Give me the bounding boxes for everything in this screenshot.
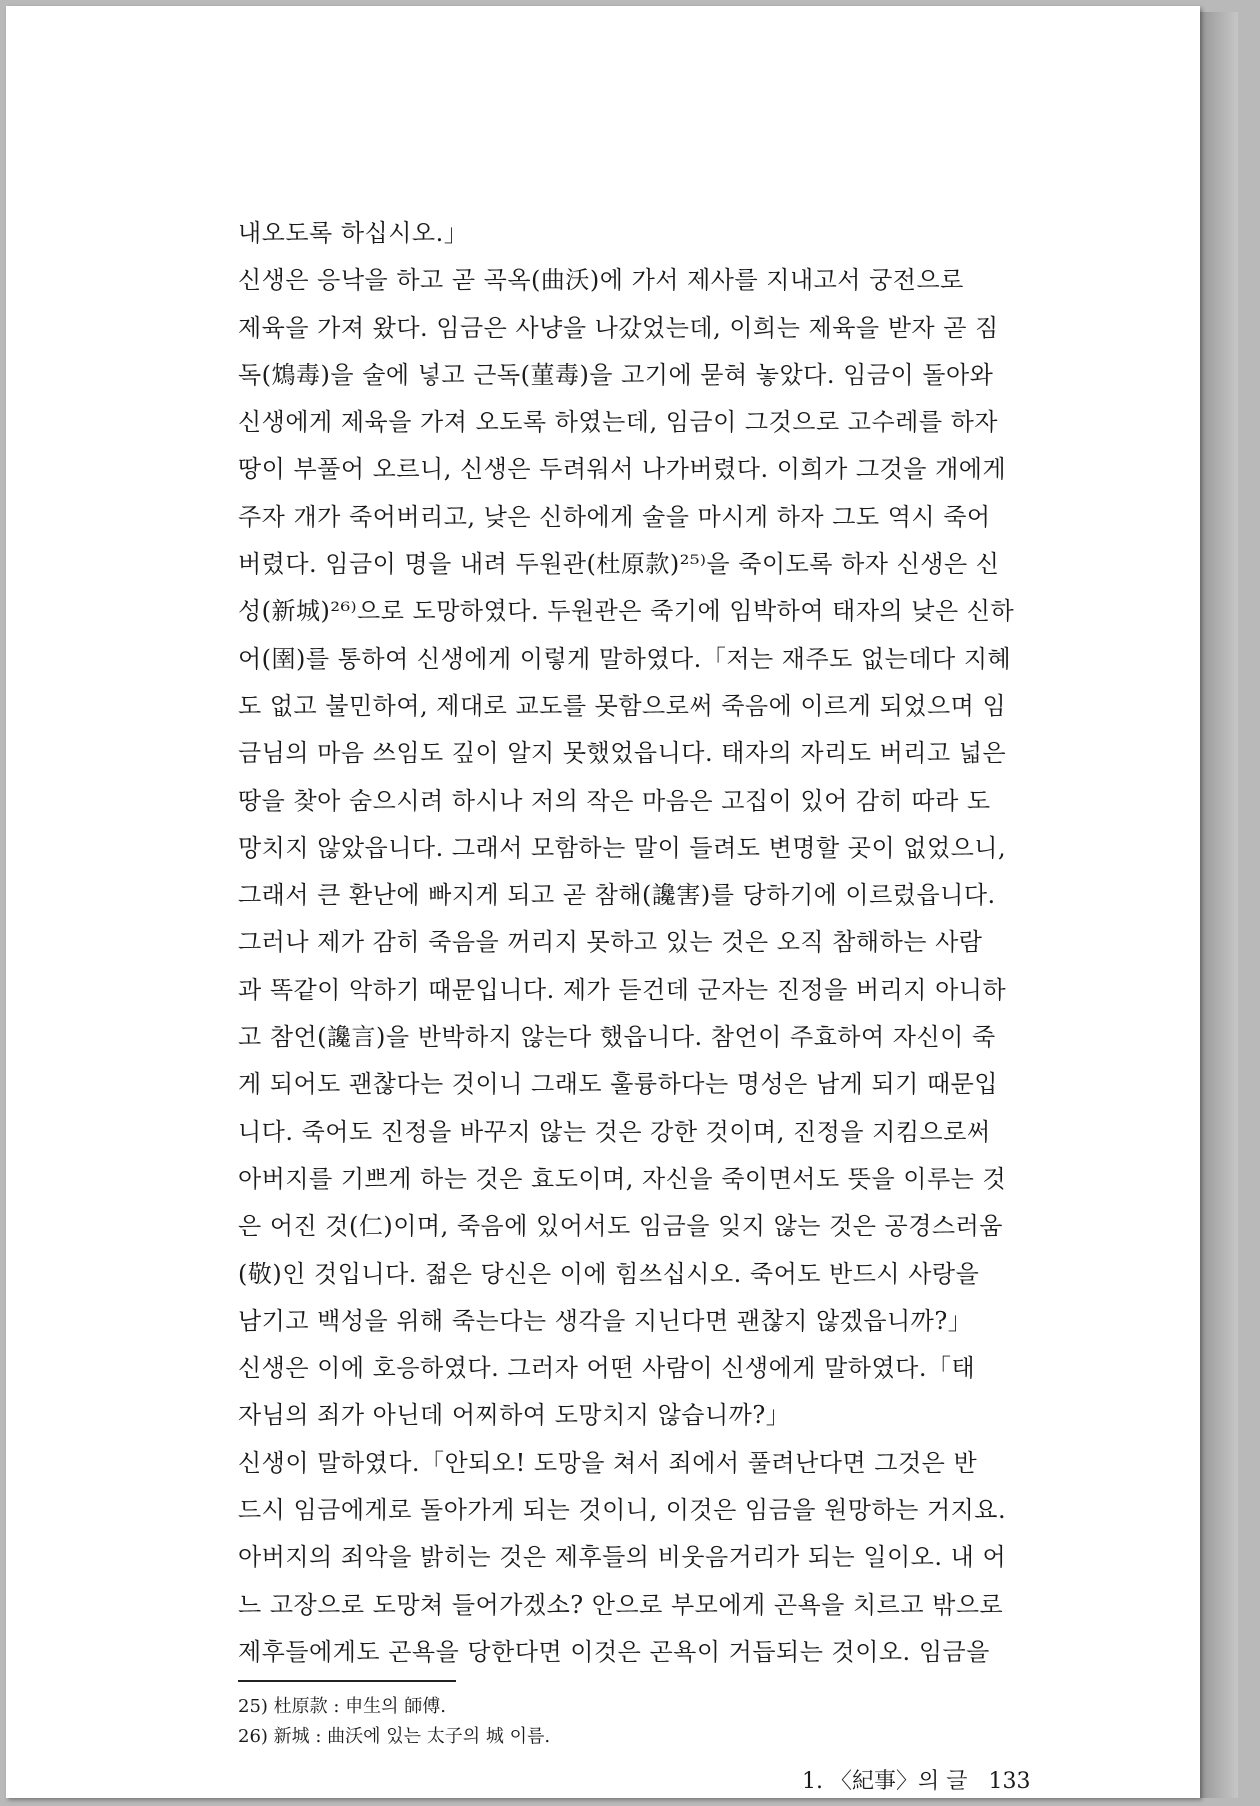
footnotes — [238, 1692, 1058, 1752]
body-line: 금님의 마음 쓰임도 깊이 알지 못했었읍니다. 태자의 자리도 버리고 넓은 — [238, 739, 1007, 768]
body-line: 내오도록 하십시오.」 — [238, 219, 469, 247]
body-line: 신생이 말하였다.「안되오! 도망을 쳐서 죄에서 풀려난다면 그것은 반 — [238, 1448, 978, 1477]
footer-section-title: 1. 〈紀事〉의 글 — [802, 1769, 968, 1794]
body-line: 망치지 않았읍니다. 그래서 모함하는 말이 들려도 변명할 곳이 없었으니, — [238, 833, 1007, 862]
footnote-divider — [238, 1680, 456, 1682]
body-line: 신생은 이에 호응하였다. 그러자 어떤 사람이 신생에게 말하였다.「태 — [238, 1354, 976, 1383]
body-line: 성(新城)²⁶⁾으로 도망하였다. 두원관은 죽기에 임박하여 태자의 낮은 신하 — [238, 597, 1015, 626]
body-line: 버렸다. 임금이 명을 내려 두원관(杜原款)²⁵⁾을 죽이도록 하자 신생은 신 — [238, 550, 1000, 579]
body-line: 아버지의 죄악을 밝히는 것은 제후들의 비웃음거리가 되는 일이오. 내 어 — [238, 1543, 1007, 1572]
body-line: 자님의 죄가 아닌데 어찌하여 도망치지 않습니까?」 — [238, 1401, 791, 1430]
body-line: 게 되어도 괜찮다는 것이니 그래도 훌륭하다는 명성은 남게 되기 때문입 — [238, 1070, 998, 1099]
footnote-26: 26) 新城 : 曲沃에 있는 太子의 城 이름. — [238, 1726, 551, 1747]
body-line: 그러나 제가 감히 죽음을 꺼리지 못하고 있는 것은 오직 참해하는 사람 — [238, 928, 983, 957]
body-line: 니다. 죽어도 진정을 바꾸지 않는 것은 강한 것이며, 진정을 지킴으로써 — [238, 1117, 991, 1146]
body-line: 고 참언(讒言)을 반박하지 않는다 했읍니다. 참언이 주효하여 자신이 죽 — [238, 1023, 996, 1052]
body-line: 주자 개가 죽어버리고, 낮은 신하에게 술을 마시게 하자 그도 역시 죽어 — [238, 502, 991, 531]
body-line: 도 없고 불민하여, 제대로 교도를 못함으로써 죽음에 이르게 되었으며 임 — [238, 691, 1007, 720]
body-line: 그래서 큰 환난에 빠지게 되고 곧 참해(讒害)를 당하기에 이르렀읍니다. — [238, 881, 996, 910]
body-line: 신생은 응낙을 하고 곧 곡옥(曲沃)에 가서 제사를 지내고서 궁전으로 — [238, 266, 964, 295]
body-line: 땅이 부풀어 오르니, 신생은 두려워서 나가버렸다. 이희가 그것을 개에게 — [238, 455, 1007, 484]
body-line: 제후들에게도 곤욕을 당한다면 이것은 곤욕이 거듭되는 것이오. 임금을 — [238, 1637, 990, 1666]
body-line: 제육을 가져 왔다. 임금은 사냥을 나갔었는데, 이희는 제육을 받자 곧 짐 — [238, 313, 999, 342]
body-line: 땅을 찾아 숨으시려 하시나 저의 작은 마음은 고집이 있어 감히 따라 도 — [238, 786, 991, 815]
page-number: 133 — [988, 1769, 1031, 1794]
body-line: 느 고장으로 도망쳐 들어가겠소? 안으로 부모에게 곤욕을 치르고 밖으로 — [238, 1590, 1004, 1619]
body-line: 어(圉)를 통하여 신생에게 이렇게 말하였다.「저는 재주도 없는데다 지혜 — [238, 644, 1012, 673]
running-footer — [802, 1764, 1102, 1795]
body-line: 은 어진 것(仁)이며, 죽음에 있어서도 임금을 잊지 않는 것은 공경스러움 — [238, 1212, 1003, 1241]
body-line: 남기고 백성을 위해 죽는다는 생각을 지닌다면 괜찮지 않겠읍니까?」 — [238, 1306, 973, 1335]
page-stack-edge — [1194, 12, 1238, 1798]
body-line: 아버지를 기쁘게 하는 것은 효도이며, 자신을 죽이면서도 뜻을 이루는 것 — [238, 1164, 1007, 1193]
book-page — [6, 6, 1200, 1798]
body-line: 독(鴆毒)을 술에 넣고 근독(菫毒)을 고기에 묻혀 놓았다. 임금이 돌아와 — [238, 360, 994, 389]
footnote-25: 25) 杜原款 : 申生의 師傅. — [238, 1696, 446, 1717]
body-text — [238, 210, 1058, 1676]
body-line: 신생에게 제육을 가져 오도록 하였는데, 임금이 그것으로 고수레를 하자 — [238, 408, 998, 437]
body-line: 드시 임금에게로 돌아가게 되는 것이니, 이것은 임금을 원망하는 거지요. — [238, 1496, 1007, 1525]
body-line: 과 똑같이 악하기 때문입니다. 제가 듣건데 군자는 진정을 버리지 아니하 — [238, 975, 1007, 1004]
body-line: (敬)인 것입니다. 젊은 당신은 이에 힘쓰십시오. 죽어도 반드시 사랑을 — [238, 1259, 980, 1288]
